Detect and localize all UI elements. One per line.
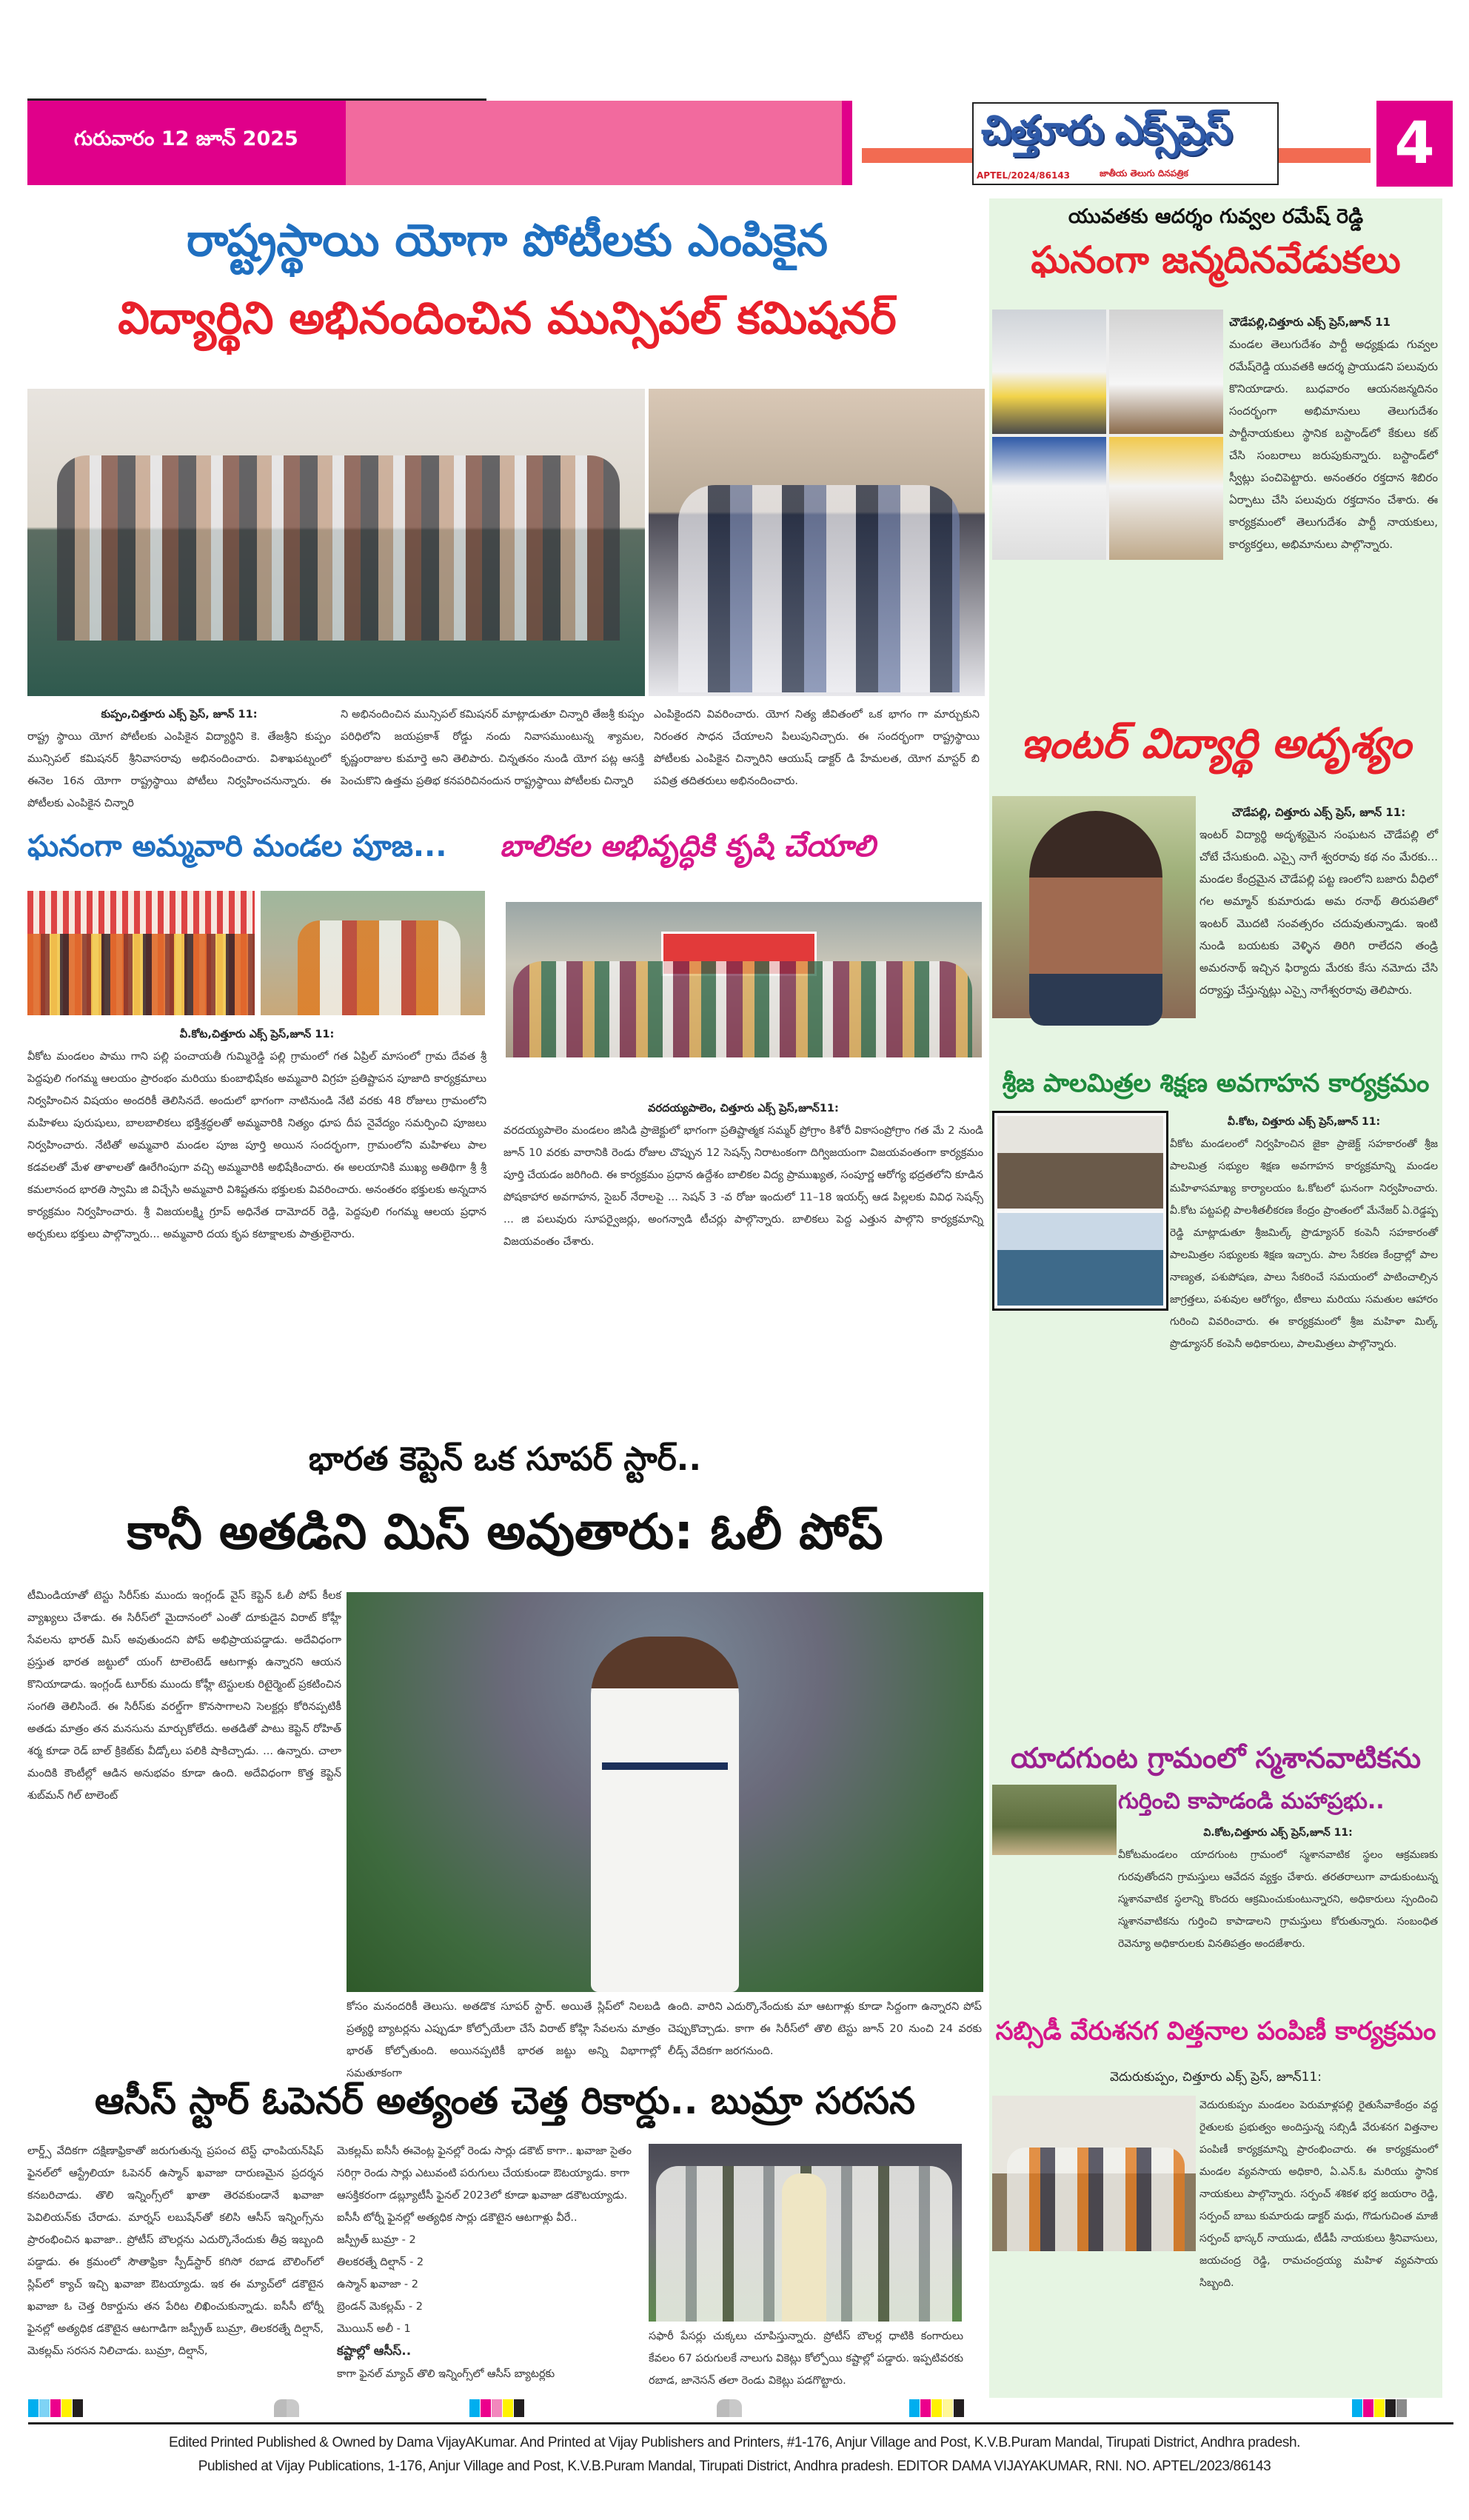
girls-body-text: వరదయ్యపాలెం మండలం జిసిడి ప్రాజెక్టులో భాగంగా ప్రతిష్టాత్మక సమ్మర్ ప్రోగ్రాం కిశోరీ వికాసంప్రోగ్రాం గత మే 2 నుండి జూన్ 10 వరకు వారానికి రెండు రోజుల చొప్పున 12 సెషన్స్ నిరాటంకంగా దిగ్విజయంగా విజయవంతంగా కార్యక్రమం పూర్తి చేయడం జరిగింది. ఈ కార్యక్రమం ప్రధాన ఉద్దేశం బాలికల విద్య ప్రాముఖ్యత, సంపూర్ణ ఆరోగ్య భద్రతలోని కూడిన పోషకాహార అవగాహన, సైబర్ నేరాలపై ... సెషన్ 3 -వ రోజు ఇందులో 11–18 ఇయర్స్ ఆడ పిల్లలకు వివిధ సెషన్స్ ... జి పలువురు సూపర్వైజర్లు, అంగన్వాడి టీచర్లు పాల్గొన్నారు. బాలికలు పెద్ద ఎత్తున పాల్గొని కార్యక్రమాన్ని విజయవంతం చేశారు.: [503, 1125, 983, 1248]
logo-reg: APTEL/2024/86143: [977, 170, 1071, 181]
seeds-distribution-photo: [992, 2096, 1196, 2251]
pope-col2-text: కోసం మనందరికీ తెలుసు. అతడొక సూపర్ స్టార్. అయితే స్లిప్‌లో నిలబడి ప్రత్యర్థి బ్యాటర్లను ఎప్పుడూ కోల్పోయేలా చేసే విరాట్ కోహ్లి సేవలను మాత్రం భారత్ కోల్పోతుంది. అయినప్పటికీ భారత జట్టు అన్ని విభాగాల్లో సమతూకంగా: [347, 2001, 660, 2079]
logo: [972, 102, 1279, 185]
seeds-dateline: వెదురుకుప్పం, చిత్తూరు ఎక్స్ ప్రెస్, జూన్11:: [1109, 2070, 1322, 2085]
duck-count: 2: [411, 2279, 418, 2290]
logo-tagline: జాతీయ తెలుగు దినపత్రిక: [1100, 168, 1188, 178]
yoga-felicitation-photo: [649, 389, 985, 696]
khawaja-subhead: కష్టాల్లో ఆసీస్..: [337, 2344, 412, 2359]
missing-headline: ఇంటర్ విద్యార్థి అదృశ్యం: [1020, 720, 1411, 768]
mandala-swami-photo: [261, 891, 485, 1015]
color-bar-1: [28, 2399, 84, 2417]
yoga-group-photo: [27, 389, 645, 696]
duck-count: 1: [404, 2323, 411, 2335]
missing-student-photo: [992, 796, 1196, 1018]
crematorium-dateline: వి.కోట,చిత్తూరు ఎక్స్ ప్రెస్,జూన్ 11:: [1203, 1827, 1353, 1839]
imprint-line-1: Edited Printed Published & Owned by Dama VijayAKumar. And Printed at Vijay Publishers and Printers, #1-176, Anjur Village and Post, K.V.B.Puram Mandal, Tirupati District, Andhra pradesh.: [168, 2435, 1301, 2450]
birthday-collage-photo: [992, 310, 1223, 560]
yoga-headline-2: విద్యార్థిని అభినందించిన మున్సిపల్ కమిషనర్: [118, 293, 897, 344]
duck-list-item: [337, 2251, 637, 2273]
missing-body-text: ఇంటర్ విద్యార్థి అదృశ్యమైన సంఘటన చౌడేపల్లి లో చోటే చేసుకుంది. ఎస్సై నాగే శ్వరరావు కథ నం మేరకు... మండల కేంద్రమైన చౌడేపల్లి పట్ట ణంలోని బజారు వీధిలో గల అమ్మాన్ కుమారుడు అమ రనాథ్ తిరుపతిలో ఇంటర్ మొదటి సంవత్సరం చదువుతున్నాడు. ఇంటి నుండి బయటకు వెళ్ళిన తిరిగి రాలేదని తండ్రి అమరనాథ్ ఇచ్చిన ఫిర్యాదు మేరకు కేసు నమోదు చేసి దర్యాప్తు చేస్తున్నట్లు ఎస్సై నాగేశ్వరరావు తెలిపారు.: [1199, 828, 1438, 997]
girls-body: [503, 1097, 983, 1383]
palamitra-body: [1170, 1111, 1438, 1722]
khawaja-col2-end: కాగా ఫైనల్ మ్యాచ్ తొలి ఇన్నింగ్స్‌లో ఆసీస్ బ్యాటర్లకు: [337, 2368, 555, 2380]
mandala-body-text: వీకోట మండలం పాము గాని పల్లి పంచాయతీ గుమ్మిరెడ్డి పల్లి గ్రామంలో గత ఏప్రిల్ మాసంలో గ్రామ దేవత శ్రీ పెద్దపులి గంగమ్మ ఆలయం ప్రారంభం మరియు కుంబాభిషేకం అమ్మవారి విగ్రహ ప్రతిష్టాపన పూజాది కార్యక్రమాలు నిర్వహించిన విషయం అందరికీ తెలిసినదే. అందులో భాగంగా నాటినుండి నేటి వరకు 48 రోజులు గ్రామంలోని మహిళలు పురుషులు, బాలబాలికలు భక్తిశ్రద్ధలతో అమ్మవారికి నిత్యం ధూప దీప నైవేద్యం సమర్పించి పూజలు నిర్వహించారు. నేటితో అమ్మవారి మండల పూజ పూర్తి అయిన సందర్భంగా, గ్రామంలోని మహిళలు పాల కడవలతో మేళ తాళాలతో ఊరేగింపుగా వచ్చి అమ్మవారికి అభిషేకించారు. ఈ అలయానికి ముఖ్య అతిథిగా శ్రీ శ్రీ కమలానంద భారతి స్వామి జి విచ్చేసి అమ్మవారి విశిష్టతను భక్తులకు వివరించారు. అనంతరం భక్తులకు అన్నదాన కార్యక్రమం నిర్వహించారు. శ్రీ విజయలక్ష్మి గ్రూప్ అధినేత దామోదర్ రెడ్డి, పెద్దపులి గంగమ్మ ఆలయ ప్రధాన అర్చకులు భక్తులు పాల్గొన్నారు... అమ్మవారి దయ కృప కటాక్షాలకు పాత్రులైనారు.: [27, 1051, 486, 1240]
page-number: 4: [1394, 110, 1435, 177]
australia-wicket-photo: [649, 2144, 962, 2322]
duck-player-name: జస్ప్రీత్ బుమ్రా: [337, 2234, 399, 2246]
connector-bar-left: [862, 148, 973, 163]
mandala-crowd-photo: [27, 891, 255, 1015]
page-number-box: [1376, 101, 1453, 187]
birthday-dateline: చౌడేపల్లి,చిత్తూరు ఎక్స్ ప్రెస్,జూన్ 11: [1229, 315, 1391, 329]
kohli-photo: [347, 1592, 983, 1992]
crematorium-body: [1118, 1822, 1438, 2007]
pope-col3: [668, 1996, 982, 2070]
logo-title: చిత్తూరు ఎక్స్‌ప్రెస్: [981, 107, 1231, 153]
yoga-col2: [341, 703, 644, 822]
duck-list-item: [337, 2318, 637, 2340]
duck-list-item: [337, 2273, 637, 2296]
date-top-rule: [27, 98, 486, 101]
pope-kicker: భారత కెప్టెన్ ఒక సూపర్ స్టార్..: [308, 1440, 702, 1478]
palamitra-body-text: వీకోట మండలంలో నిర్వహించిన జైకా ప్రాజెక్ట్ సహకారంతో శ్రీజ పాలమిత్ర సభ్యుల శిక్షణ అవగాహన కార్యక్రమాన్ని మండల మహిళాసమాఖ్య కార్యాలయం ఓ.కోటలో ఘనంగా నిర్వహించారు. వీ.కోట పట్టపల్లి పాలశీతలీకరణ కేంద్రం ప్రాంతంలో మేనేజర్ ఏ.రెడ్డప్ప రెడ్డి మాట్లాడుతూ శ్రీజమిల్క్ ప్రొడ్యూసర్ కంపెనీ సహకారంతో పాలమిత్రల సభ్యులకు శిక్షణ ఇచ్చారు. పాల సేకరణ కేంద్రాల్లో పాల నాణ్యత, పశుపోషణ, పాలు సేకరించే సమయంలో పాటించాల్సిన జాగ్రత్తలు, పశువుల ఆరోగ్యం, టీకాలు మరియు సమతుల ఆహారం గురించి వివరించారు. ఈ కార్యక్రమంలో శ్రీజ మహిళా మిల్క్ ప్రొడ్యూసర్ కంపెనీ అధికారులు, పాలమిత్రలు పాల్గొన్నారు.: [1170, 1138, 1438, 1350]
duck-list-item: [337, 2296, 637, 2318]
duck-list-title: ఐసీసీ టోర్నీ ఫైనల్లో అత్యధిక సార్లు డకౌటైన ఆటగాళ్లు వీరే..: [337, 2212, 578, 2224]
registration-mark-2: [717, 2399, 742, 2417]
color-bar-3: [909, 2399, 965, 2417]
missing-dateline: చౌడేపల్లి, చిత్తూరు ఎక్స్ ప్రెస్, జూన్ 11:: [1231, 806, 1406, 819]
khawaja-col1-text: లార్డ్స్ వేదికగా దక్షిణాఫ్రికాతో జరుగుతున్న ప్రపంచ టెస్ట్ ఛాంపియన్‌షిప్ ఫైనల్‌లో ఆస్ట్రేలియా ఓపెనర్ ఉస్మాన్ ఖవాజా దారుణమైన ప్రదర్శన కనబరిచాడు. తొలి ఇన్నింగ్స్‌లో ఖాతా తెరవకుండానే ఖవాజా పెవిలియన్‌కు చేరాడు. మార్నస్ లబుషేన్‌తో కలిసి ఆసీస్ ఇన్నింగ్స్‌ను ప్రారంభించిన ఖవాజా.. ప్రోటీస్ బౌలర్లను ఎదుర్కొనేందుకు తీవ్ర ఇబ్బంది పడ్డాడు. ఈ క్రమంలో సౌతాఫ్రికా స్పీడ్‌స్టార్ కగిసో రబాడ బౌలింగ్‌లో స్లిప్‌లో క్యాచ్ ఇచ్చి ఖవాజా ఔటయ్యాడు. ఇక ఈ మ్యాచ్‌లో డకౌటైన ఖవాజా ఓ చెత్త రికార్డును తన పేరిట లిఖించుకున్నాడు. ఐసీసీ టోర్నీ ఫైనల్లో అత్యధిక డకౌటైన ఆటగాడిగా జస్ప్రీత్ బుమ్రా, తిలకరత్నే దిల్షాన్, మెకల్లమ్ సరసన నిలిచాడు. బుమ్రా, దిల్షాన్,: [27, 2145, 324, 2357]
duck-separator: -: [406, 2256, 417, 2268]
duck-list: [337, 2229, 637, 2340]
missing-body: [1199, 801, 1438, 1046]
khawaja-col3-text: సఫారీ పేసర్లు చుక్కలు చూపిస్తున్నారు. ప్రోటీస్ బౌలర్ల ధాటికి కంగారులు కేవలం 67 పరుగులకే నాలుగు వికెట్లు కోల్పోయి కష్టాల్లో పడ్డారు. ఇప్పటివరకు రబాడ, జానెసన్ తలా రెండు వికెట్లు పడగొట్టారు.: [649, 2330, 963, 2387]
yoga-col2-text: ని అభినందించిన మున్సిపల్ కమిషనర్ మాట్లాడుతూ చిన్నారి తేజశ్రీ కుప్పం పరిధిలోని జయప్రకాశ్ రోడ్డు నందు నివాసముంటున్న శ్యామల, కృష్ణంరాజుల కుమార్తె అని తెలిపారు. చిన్నతనం నుండి యోగ పట్ల ఆసక్తి పెంచుకొని ఉత్తమ ప్రతిభ కనపరిచినందున రాష్ట్రస్థాయి పోటీలకు చిన్నారి: [341, 709, 644, 787]
date-band-edge: [842, 101, 852, 185]
issue-date: గురువారం 12 జూన్ 2025: [74, 127, 298, 150]
duck-separator: -: [393, 2323, 404, 2335]
duck-player-name: ఉస్మాన్ ఖవాజా: [337, 2279, 401, 2290]
imprint-line-2: Published at Vijay Publications, 1-176, Anjur Village and Post, K.V.B.Puram Mandal, Tirupati District, Andhra pradesh. EDITOR DAMA VIJAYAKUMAR, RNI. NO. APTEL/2023/86143: [198, 2459, 1271, 2474]
seeds-headline: సబ్సిడీ వేరుశనగ విత్తనాల పంపిణీ కార్యక్రమం: [995, 2016, 1436, 2046]
girls-headline: బాలికల అభివృద్ధికి కృషి చేయాలి: [500, 829, 876, 863]
pope-col1-text: టీమిండియాతో టెస్టు సిరీస్‌కు ముందు ఇంగ్లండ్ వైస్ కెప్టెన్ ఓలీ పోప్ కీలక వ్యాఖ్యలు చేశాడు. ఈ సిరీస్‌లో మైదానంలో ఎంతో దూకుడైన విరాట్ కోహ్లీ సేవలను భారత్ మిస్ అవుతుందని పోప్ అభిప్రాయపడ్డాడు. అదేవిధంగా ప్రస్తుత భారత జట్టులో యంగ్ టాలెంటెడ్ ఆటగాళ్లు ఉన్నారని ఆయన కొనియాడాడు. ఇంగ్లండ్ టూర్‌కు ముందు కోహ్లీ టెస్టులకు రిటైర్మెంట్ ప్రకటించిన సంగతి తెలిసిందే. ఈ సిరీస్‌కు వరల్డ్‌గా కొనసాగాలని సెలక్టర్లు కోరినప్పటికీ అతడు మాత్రం తన మనసును మార్చుకోలేదు. అతడితో పాటు కెప్టెన్ రోహిత్ శర్మ కూడా రెడ్ బాల్ క్రికెట్‌కు వీడ్కోలు పలికి షాకిచ్చాడు. ... ఉన్నారు. చాలా మందికి కౌంటీల్లో ఆడిన అనుభవం కూడా ఉంది. అదేవిధంగా కొత్త కెప్టెన్ శుబ్‌మన్ గిల్ టాలెంట్: [27, 1590, 341, 1802]
birthday-body-text: మండల తెలుగుదేశం పార్టీ అధ్యక్షుడు గువ్వల రమేష్‌రెడ్డి యువతకి ఆదర్శ ప్రాయుడని పలువురు కొనియాడారు. బుధవారం ఆయనజన్మదినం సందర్భంగా అభిమానులు తెలుగుదేశం పార్టీనాయకులు స్థానిక బస్టాండ్‌లో కేకులు కట్ చేసి సంబరాలు జరుపుకున్నారు. బస్టాండ్‌లో స్వీట్లు పంచిపెట్టారు. అనంతరం రక్తదాన శిబిరం ఏర్పాటు చేసి పలువురు రక్తదానం చేశారు. ఈ కార్యక్రమంలో తెలుగుదేశం పార్టీ నాయకులు, కార్యకర్తలు, అభిమానులు పాల్గొన్నారు.: [1229, 338, 1438, 551]
seeds-body: [1199, 2094, 1438, 2390]
yoga-col3-text: ఎంపికైందని వివరించారు. యోగ నిత్య జీవితంలో ఒక భాగం గా మార్చుకుని నిరంతర సాధన చేయాలని పిలుపునిచ్చారు. ఈ సందర్భంగా రాష్ట్రస్థాయి పోటీలకు ఎంపికైన చిన్నారిని ఆయుష్ డాక్టర్ డి హేమలత, యోగ మాస్టర్ బి పవిత్ర తదితరులు అభినందించారు.: [654, 709, 980, 787]
mandala-headline: ఘనంగా అమ్మవారి మండల పూజ...: [27, 829, 447, 863]
duck-separator: -: [405, 2301, 416, 2313]
pope-headline: కానీ అతడిని మిస్ అవుతారు: ఓలీ పోప్: [127, 1503, 883, 1560]
duck-list-item: [337, 2229, 637, 2251]
duck-player-name: మొయిన్ అలీ: [337, 2323, 394, 2335]
crematorium-headline: యాదగుంట గ్రామంలో స్మశానవాటికను: [1010, 1742, 1422, 1774]
duck-count: 2: [415, 2301, 423, 2313]
khawaja-headline: ఆసీస్ స్టార్ ఓపెనర్ అత్యంత చెత్త రికార్డు.. బుమ్రా సరసన: [94, 2079, 916, 2122]
birthday-kicker: యువతకు ఆదర్శం గువ్వల రమేష్ రెడ్డి: [1068, 205, 1364, 228]
khawaja-col2-intro: మెకల్లమ్ ఐసీసీ ఈవెంట్ల ఫైనల్లో రెండు సార్లు డకౌట్ కాగా.. ఖవాజా సైతం సరిగ్గా రెండు సార్లు ఎటువంటి పరుగులు చేయకుండా ఔటయ్యాడు. కాగా ఆసక్తికరంగా డబ్ల్యూటీసీ ఫైనల్ 2023లో కూడా ఖవాజా డకౌటయ్యాడు.: [337, 2145, 632, 2202]
yoga-col3: [654, 703, 980, 822]
seeds-body-text: వెదురుకుప్పం మండలం పెరుమాళ్లపల్లి రైతుసేవాకేంద్రం వద్ద రైతులకు ప్రభుత్వం అందిస్తున్న సబ్సిడీ వేరుశనగ విత్తనాల పంపిణీ కార్యక్రమాన్ని ప్రారంభించారు. ఈ కార్యక్రమంలో మండల వ్యవసాయ అధికారి, ఏ.ఎన్.ఓ మరియు స్థానిక నాయకులు పాల్గొన్నారు. సర్పంచ్ శశికళ భర్త జయరాం రెడ్డి, సర్పంచ్ బాబు కుమారుడు డాక్టర్ మధు, గొడుగుచింత మాజీ సర్పంచ్ భాస్కర్ నాయుడు, టీడీపీ నాయకులు శ్రీనివాసులు, జయచంద్ర రెడ్డి, రామచంద్రయ్య మహిళ వ్యవసాయ సిబ్బంది.: [1199, 2099, 1438, 2289]
birthday-body: [1229, 311, 1438, 560]
pope-col3-text: ఉంది. వారిని ఎదుర్కొనేందుకు మా ఆటగాళ్లు కూడా సిద్దంగా ఉన్నారని పోప్ చెప్పుకొచ్చాడు. కాగా ఈ సిరీస్‌లో తొలి టెస్టు జూన్ 20 నుంచి 24 వరకు లీడ్స్ వేదికగా జరగనుంది.: [668, 2001, 982, 2057]
mandala-dateline: వీ.కోట,చిత్తూరు ఎక్స్ ప్రెస్,జూన్ 11:: [179, 1029, 335, 1040]
yoga-col1: [27, 703, 331, 822]
yoga-headline-1: రాష్ట్రస్థాయి యోగా పోటీలకు ఎంపికైన: [186, 215, 828, 267]
duck-separator: -: [401, 2279, 412, 2290]
girls-dateline: వరదయ్యపాలెం, చిత్తూరు ఎక్స్ ప్రెస్,జూన్11:: [648, 1103, 839, 1114]
pope-col1: [27, 1585, 341, 2070]
color-bar-4: [1352, 2399, 1408, 2417]
birthday-headline: ఘనంగా జన్మదినవేడుకలు: [1031, 238, 1401, 281]
registration-mark-1: [274, 2399, 299, 2417]
palamitra-dateline: వీ.కోట, చిత్తూరు ఎక్స్ ప్రెస్,జూన్ 11:: [1227, 1116, 1381, 1128]
palamitra-headline: శ్రీజ పాలమిత్రల శిక్షణ అవగాహన కార్యక్రమం: [1002, 1069, 1430, 1098]
date-band-pink: [346, 101, 842, 185]
khawaja-col2: [337, 2140, 637, 2396]
crematorium-subheadline: గుర్తించి కాపాడండి మహాప్రభు..: [1118, 1788, 1385, 1814]
duck-separator: -: [398, 2234, 409, 2246]
yoga-dateline: కుప్పం,చిత్తూరు ఎక్స్ ప్రెస్, జూన్ 11:: [101, 709, 258, 721]
color-bar-2: [469, 2399, 525, 2417]
mandala-body: [27, 1023, 486, 1383]
crematorium-body-text: వీకోటమండలం యాదగుంట గ్రామంలో స్మశానవాటిక స్థలం ఆక్రమణకు గురవుతోందని గ్రామస్తులు ఆవేదన వ్యక్తం చేశారు. తరతరాలుగా వాడుకుంటున్న స్మశానవాటిక స్థలాన్ని కొందరు ఆక్రమించుకుంటున్నారని, అధికారులు స్పందించి స్మశానవాటికను గుర్తించి కాపాడాలని గ్రామస్తులు కోరుతున్నారు. సంబంధిత రెవెన్యూ అధికారులకు వినతిపత్రం అందజేశారు.: [1118, 1849, 1438, 1950]
palamitra-photo: [992, 1111, 1168, 1311]
connector-bar-right: [1279, 148, 1371, 163]
footer-rule: [28, 2422, 1453, 2424]
yoga-col1-text: రాష్ట్ర స్థాయి యోగ పోటీలకు ఎంపికైన విద్యార్థిని కె. తేజశ్రీని కుప్పం మున్సిపల్ కమిషనర్ శ్రీనివాసరావు అభినందించారు. విశాఖపట్నంలో ఈనెల 16న యోగా రాష్ట్రస్థాయి పోటీలు నిర్వహించనున్నారు. ఈ పోటీలకు ఎంపికైన చిన్నారి: [27, 731, 331, 809]
duck-player-name: బ్రెండన్ మెకల్లమ్: [337, 2301, 406, 2313]
khawaja-col1: [27, 2140, 324, 2396]
duck-count: 2: [409, 2234, 416, 2246]
girls-program-photo: [506, 902, 982, 1057]
pope-col2: [347, 1996, 660, 2079]
duck-count: 2: [416, 2256, 424, 2268]
crematorium-photo: [992, 1785, 1117, 1855]
khawaja-col3: [649, 2325, 963, 2399]
duck-player-name: తిలకరత్నే దిల్షాన్: [337, 2256, 406, 2268]
